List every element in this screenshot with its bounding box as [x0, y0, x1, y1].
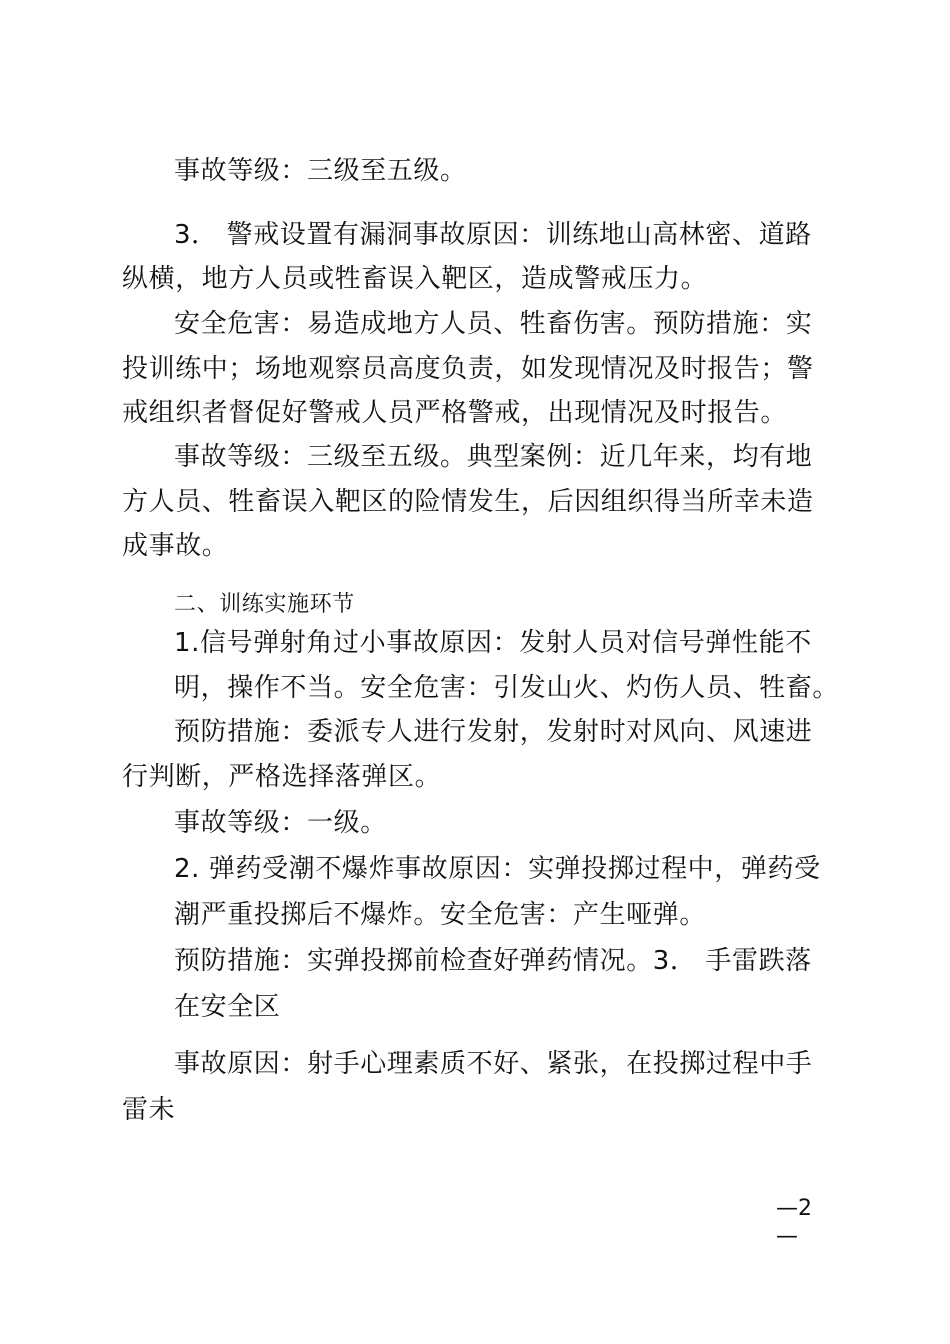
paragraph-line: 纵横，地方人员或牲畜误入靶区，造成警戒压力。	[122, 264, 708, 294]
page-number: —2	[776, 1196, 812, 1221]
paragraph-line: 成事故。	[122, 531, 229, 561]
paragraph-line: 事故等级：三级至五级。典型案例：近几年来，均有地	[174, 442, 813, 472]
paragraph-line: 3． 警戒设置有漏洞事故原因：训练地山高林密、道路	[174, 220, 812, 250]
paragraph-line: 方人员、牲畜误入靶区的险情发生，后因组织得当所幸未造	[122, 487, 814, 517]
paragraph-line: 事故等级：一级。	[174, 808, 387, 838]
paragraph-line: 雷未	[122, 1095, 176, 1125]
paragraph-line: 潮严重投掷后不爆炸。安全危害：产生哑弹。	[174, 900, 707, 930]
paragraph-line: 行判断，严格选择落弹区。	[122, 762, 442, 792]
paragraph-line: 事故原因：射手心理素质不好、紧张，在投掷过程中手	[174, 1049, 813, 1079]
paragraph-line: 事故等级：三级至五级。	[174, 156, 467, 186]
paragraph-line: 1.信号弹射角过小事故原因：发射人员对信号弹性能不	[174, 628, 812, 658]
paragraph-line: 安全危害：易造成地方人员、牲畜伤害。预防措施：实	[174, 309, 813, 339]
paragraph-line: 在安全区	[174, 992, 281, 1022]
paragraph-line: 戒组织者督促好警戒人员严格警戒，出现情况及时报告。	[122, 398, 788, 428]
paragraph-line: 2. 弹药受潮不爆炸事故原因：实弹投掷过程中，弹药受	[174, 854, 821, 884]
section-heading: 二、训练实施环节	[174, 592, 355, 617]
paragraph-line: 明，操作不当。安全危害：引发山火、灼伤人员、牲畜。	[174, 673, 840, 703]
paragraph-line: 投训练中；场地观察员高度负责，如发现情况及时报告；警	[122, 354, 814, 384]
page-number-dash: —	[776, 1224, 798, 1249]
paragraph-line: 预防措施：委派专人进行发射，发射时对风向、风速进	[174, 717, 813, 747]
paragraph-line: 预防措施：实弹投掷前检查好弹药情况。3． 手雷跌落	[174, 946, 812, 976]
